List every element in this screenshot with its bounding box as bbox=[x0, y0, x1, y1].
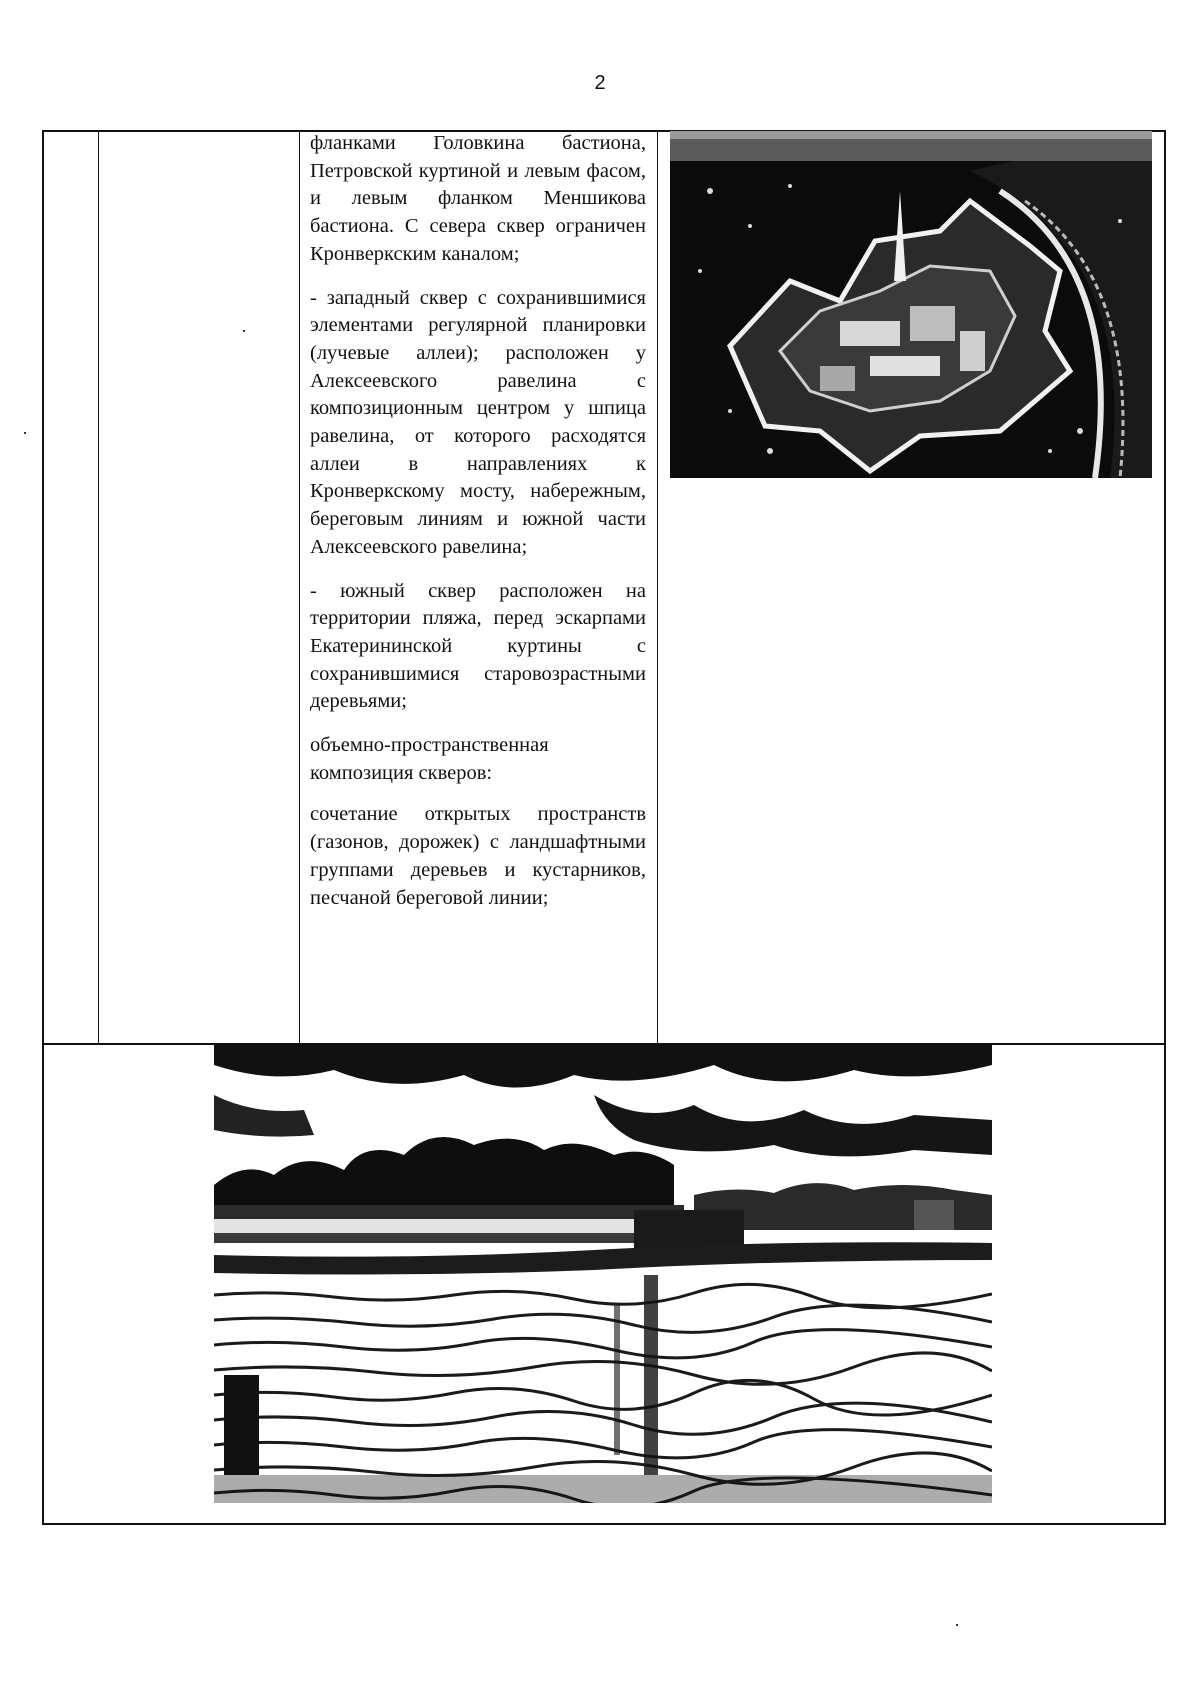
paragraph-squares-boundary: фланками Головкина бастиона, Петровской куртиной и левым фасом, и левым фланком Меншикова бастиона. С севера сквер ограничен Кронверкским каналом; bbox=[310, 132, 646, 265]
scan-speck bbox=[243, 330, 245, 332]
table-column-divider-3 bbox=[657, 130, 658, 1045]
table-bottom-border bbox=[42, 1523, 1166, 1525]
paragraph-composition-heading: объемно-пространственная композиция скверов: bbox=[310, 734, 549, 784]
page-number: 2 bbox=[594, 72, 606, 94]
paragraph-southern-square: - южный сквер расположен на территории пляжа, перед эскарпами Екатерининской куртины с сохранившимися старовозрастными деревьями; bbox=[310, 579, 646, 713]
paragraph-western-square: - западный сквер с сохранившимися элементами регулярной планировки (лучевые аллеи); расположен у Алексеевского равелина с композиционным центром у шпица равелина, от которого расходятся аллеи в направлениях к Кронверкскому мосту, набережным, береговым линиям и южной части Алексеевского равелина; bbox=[310, 286, 646, 558]
scan-speck bbox=[956, 1624, 958, 1626]
paragraph-composition: сочетание открытых пространств (газонов, дорожек) с ландшафтными группами деревьев и кустарников, песчаной береговой линии; bbox=[310, 803, 646, 909]
scan-speck bbox=[24, 432, 26, 434]
table-right-border bbox=[1164, 130, 1166, 1525]
table-left-border bbox=[42, 130, 44, 1525]
description-cell bbox=[310, 130, 646, 928]
table-column-divider-2 bbox=[299, 130, 300, 1045]
river-embankment-photo bbox=[214, 1045, 992, 1503]
table-column-divider-1 bbox=[98, 130, 99, 1045]
fortress-aerial-photo bbox=[670, 131, 1152, 478]
